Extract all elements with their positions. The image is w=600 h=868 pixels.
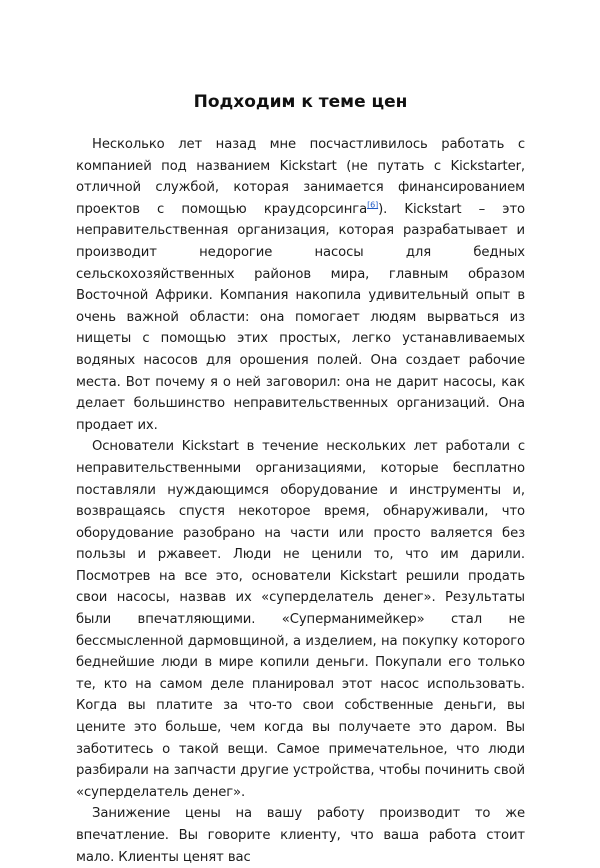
paragraph-1-text-start: Несколько лет назад мне посчастливилось работать с компанией под названием Kickstart (не путать с Kickstarter, отличной службой, которая занимается финансированием проектов с помощью краудсорсинга [76, 137, 525, 217]
paragraph-1 [76, 134, 525, 436]
chapter-title: Подходим к теме цен [193, 92, 408, 112]
paragraph-1-text-end: ). Kickstart – это неправительственная организация, которая разрабатывает и производит недорогие насосы для бедных сельскохозяйственных районов мира, главным образом Восточной Африки. Компания накопила удивительный опыт в очень важной области: она помогает людям вырваться из нищеты с помощью этих простых, легко устанавливаемых водяных насосов для орошения полей. Она создает рабочие места. Вот почему я о ней заговорил: она не дарит насосы, как делает большинство неправительственных организаций. Она продает их. [76, 201, 525, 433]
footnote-link-6[interactable]: [6] [367, 200, 379, 210]
paragraph-2: Основатели Kickstart в течение нескольких лет работали с неправительственными организациями, которые бесплатно поставляли нуждающимся оборудование и инструменты и, возвращаясь спустя некоторое время, обнаруживали, что оборудование разобрано на части или просто валяется без пользы и ржавеет. Люди не ценили то, что им дарили. Посмотрев на все это, основатели Kickstart решили продать свои насосы, назвав их «суперделатель денег». Результаты были впечатляющими. «Суперманимейкер» стал не бессмысленной дармовщиной, а изделием, на покупку которого беднейшие люди в мире копили деньги. Покупали его только те, кто на самом деле планировал этот насос использовать. Когда вы платите за что-то свои собственные деньги, вы цените это больше, чем когда вы получаете это даром. Вы заботитесь о такой вещи. Самое примечательное, что люди разбирали на запчасти другие устройства, чтобы починить свой «суперделатель денег». [76, 439, 525, 800]
paragraph-3: Занижение цены на вашу работу производит то же впечатление. Вы говорите клиенту, что ваша работа стоит мало. Клиенты ценят вас [76, 806, 525, 865]
document-page [76, 90, 525, 868]
